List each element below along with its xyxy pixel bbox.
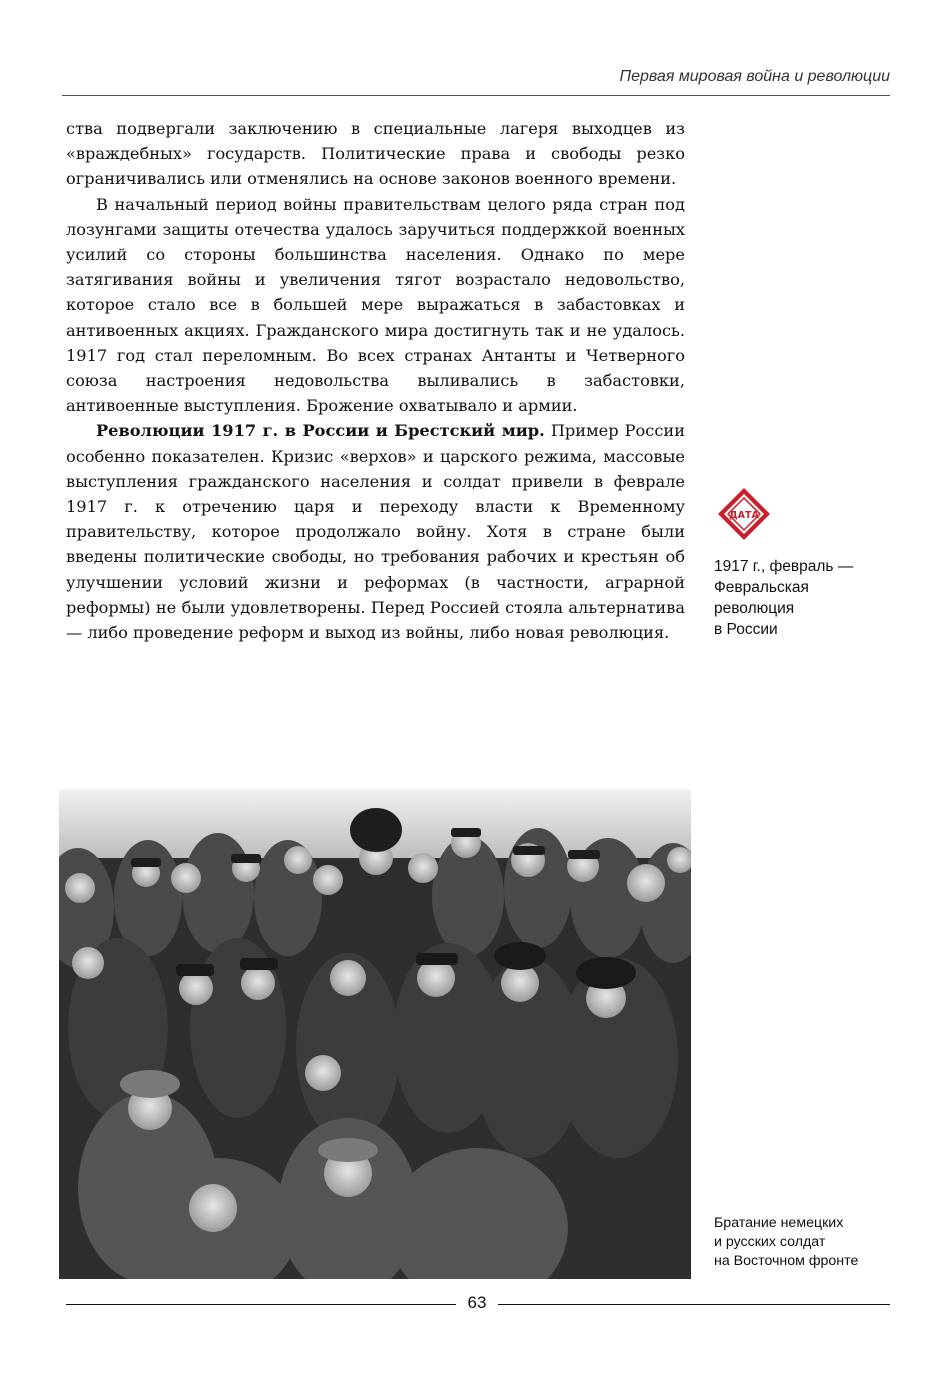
paragraph-3-text: Пример России особенно показателен. Кризис «верхов» и царского режима, массовые выступления гражданского населения и солдат привели в феврале 1917 г. к отречению царя и переходу власти к Временному правительству, которое продолжало войну. Хотя в стране были введены политические свободы, но требования рабочих и крестьян об улучшении условий жизни и реформах (в частности, аграрной реформы) не были удовлетворены. Перед Россией стояла альтернатива — либо проведение реформ и выход из войны, либо новая революция. (66, 421, 686, 643)
paragraph-1: ства подвергали заключению в специальные лагеря выходцев из «враждебных» государств. Политические права и свободы резко ограничивались или отменялись на основе законов военного времени. (66, 119, 685, 189)
photo-caption-line: Братание немецких (714, 1215, 844, 1231)
running-header-title: Первая мировая война и революции (619, 68, 890, 85)
footer-divider-left (66, 1304, 456, 1305)
main-text-column (66, 116, 685, 645)
footer-divider-right (498, 1304, 890, 1305)
date-note-line: Февральская (714, 579, 809, 596)
date-note-line: 1917 г., февраль — (714, 558, 854, 575)
section-heading: Революции 1917 г. в России и Брестский мир. (96, 421, 545, 441)
photo-caption-line: на Восточном фронте (714, 1253, 859, 1269)
date-note-line: революция (714, 600, 795, 617)
header-divider (62, 95, 890, 96)
photo-caption (714, 1214, 914, 1271)
paragraph-2: В начальный период войны правительствам целого ряда стран под лозунгами защиты отечества удалось заручиться поддержкой военных усилий со стороны большинства населения. Однако по мере затягивания войны и увеличения тягот возрастало недовольство, которое стало все в большей мере выражаться в забастовках и антивоенных акциях. Гражданского мира достигнуть так и не удалось. 1917 год стал переломным. Во всех странах Антанты и Четверного союза настроения недовольства выливались в забастовки, антивоенные выступления. Брожение охватывало и армии. (66, 194, 685, 416)
date-badge-icon (716, 486, 772, 542)
date-note (714, 556, 904, 640)
photo-caption-line: и русских солдат (714, 1234, 826, 1250)
paragraph-3 (66, 418, 685, 645)
date-badge-label: ДАТА (729, 510, 759, 521)
date-note-line: в России (714, 621, 778, 638)
page-number: 63 (467, 1293, 487, 1312)
historical-photo-fraternization (58, 788, 692, 1280)
